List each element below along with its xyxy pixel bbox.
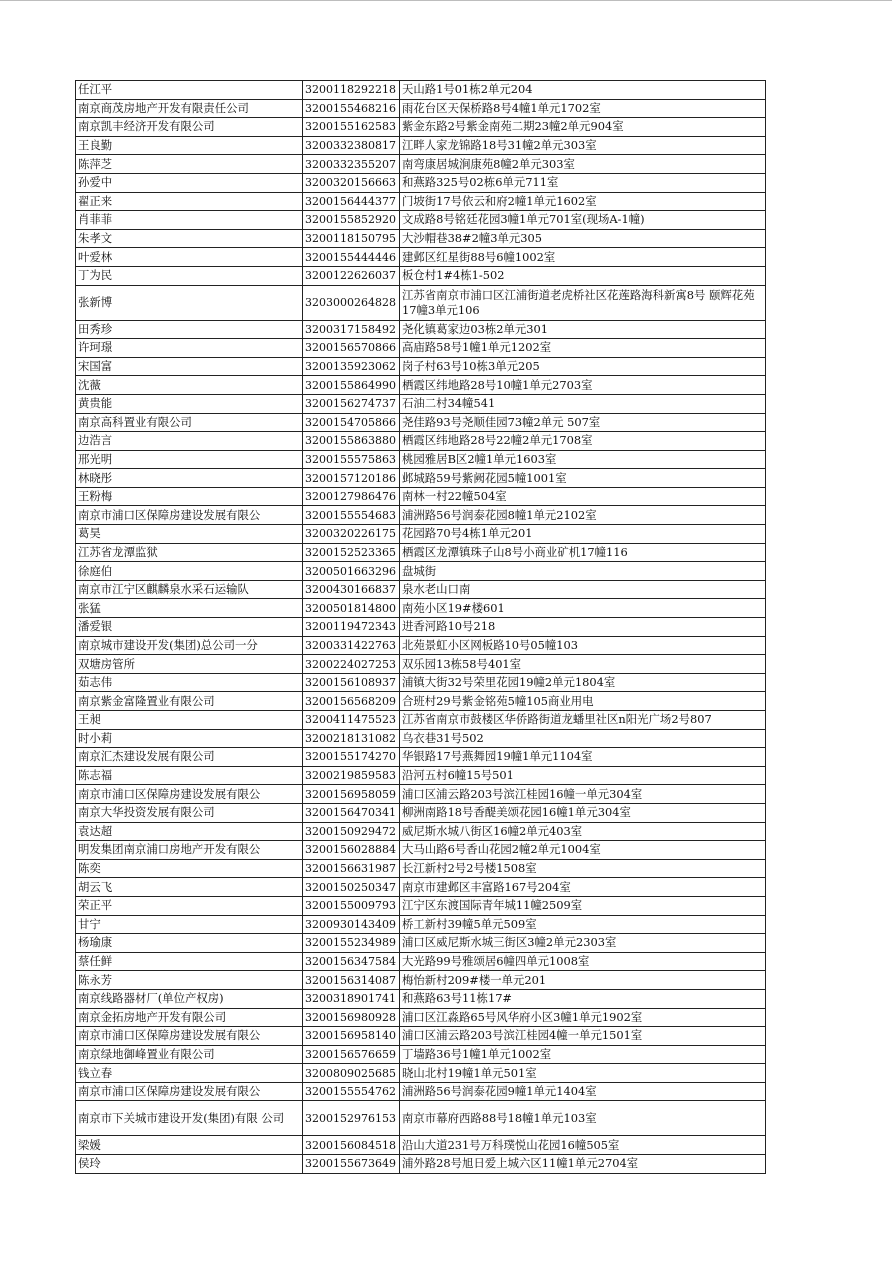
account-number-cell: 3200155162583 xyxy=(303,118,400,137)
account-number-cell: 3200809025685 xyxy=(303,1064,400,1083)
account-name-cell: 沈薇 xyxy=(76,376,303,395)
table-row xyxy=(76,155,766,174)
address-cell: 梅怡新村209#楼一单元201 xyxy=(400,971,766,990)
table-row xyxy=(76,1082,766,1101)
address-cell: 大沙帽巷38#2幢3单元305 xyxy=(400,229,766,248)
table-row xyxy=(76,1008,766,1027)
address-cell: 江苏省南京市鼓楼区华侨路街道龙蟠里社区n阳光广场2号807 xyxy=(400,711,766,730)
account-number-cell: 3200156570866 xyxy=(303,339,400,358)
account-number-cell: 3200430166837 xyxy=(303,580,400,599)
address-cell: 华银路17号燕舞园19幢1单元1104室 xyxy=(400,748,766,767)
account-number-cell: 3200155864990 xyxy=(303,376,400,395)
table-row xyxy=(76,1101,766,1136)
table-row xyxy=(76,339,766,358)
account-number-cell: 3200219859583 xyxy=(303,766,400,785)
account-name-cell: 时小莉 xyxy=(76,729,303,748)
account-name-cell: 田秀珍 xyxy=(76,320,303,339)
account-number-cell: 3200156028884 xyxy=(303,841,400,860)
account-number-cell: 3200122626037 xyxy=(303,266,400,285)
address-cell: 建邺区红星街88号6幢1002室 xyxy=(400,248,766,267)
account-name-cell: 林晓彤 xyxy=(76,469,303,488)
address-cell: 南林一村22幢504室 xyxy=(400,487,766,506)
account-name-cell: 肖菲菲 xyxy=(76,211,303,230)
page-top-border xyxy=(0,0,892,1)
address-cell: 江苏省南京市浦口区江浦街道老虎桥社区花莲路海科新寓8号 颐辉花苑17幢3单元106 xyxy=(400,285,766,320)
address-cell: 浦外路28号旭日爱上城六区11幢1单元2704室 xyxy=(400,1155,766,1174)
address-cell: 沿河五村6幢15号501 xyxy=(400,766,766,785)
account-name-cell: 任江平 xyxy=(76,81,303,100)
account-name-cell: 宋国富 xyxy=(76,357,303,376)
table-row xyxy=(76,211,766,230)
address-cell: 进香河路10号218 xyxy=(400,618,766,637)
account-number-cell: 3200135923062 xyxy=(303,357,400,376)
account-number-cell: 3200156444377 xyxy=(303,192,400,211)
address-cell: 和燕路325号02栋6单元711室 xyxy=(400,173,766,192)
account-number-cell: 3200156084518 xyxy=(303,1136,400,1155)
table-row xyxy=(76,320,766,339)
account-name-cell: 蔡任鲜 xyxy=(76,952,303,971)
account-number-cell: 3200152976153 xyxy=(303,1101,400,1136)
address-cell: 栖霞区纬地路28号22幢2单元1708室 xyxy=(400,432,766,451)
address-cell: 双乐园13栋58号401室 xyxy=(400,655,766,674)
address-cell: 花园路70号4栋1单元201 xyxy=(400,525,766,544)
account-number-cell: 3200155673649 xyxy=(303,1155,400,1174)
address-cell: 晓山北村19幢1单元501室 xyxy=(400,1064,766,1083)
account-number-cell: 3200156980928 xyxy=(303,1008,400,1027)
address-cell: 栖霞区龙潭镇珠子山8号小商业矿机17幢116 xyxy=(400,543,766,562)
address-cell: 桥工新村39幢5单元509室 xyxy=(400,915,766,934)
table-body xyxy=(76,81,766,1174)
table-row xyxy=(76,655,766,674)
table-row xyxy=(76,841,766,860)
table-row xyxy=(76,450,766,469)
account-name-cell: 荣正平 xyxy=(76,896,303,915)
account-name-cell: 孙爱中 xyxy=(76,173,303,192)
account-name-cell: 丁为民 xyxy=(76,266,303,285)
account-name-cell: 茹志伟 xyxy=(76,673,303,692)
table-row xyxy=(76,357,766,376)
table-row xyxy=(76,285,766,320)
address-cell: 柳洲南路18号香醍美颂花园16幢1单元304室 xyxy=(400,803,766,822)
address-cell: 浦口区威尼斯水城三街区3幢2单元2303室 xyxy=(400,934,766,953)
address-cell: 大马山路6号香山花园2幢2单元1004室 xyxy=(400,841,766,860)
table-row xyxy=(76,822,766,841)
table-row xyxy=(76,599,766,618)
account-number-cell: 3200155863880 xyxy=(303,432,400,451)
table-row xyxy=(76,580,766,599)
account-name-cell: 黄贵能 xyxy=(76,394,303,413)
table-row xyxy=(76,136,766,155)
table-row xyxy=(76,413,766,432)
address-cell: 浦口区江淼路65号风华府小区3幢1单元1902室 xyxy=(400,1008,766,1027)
table-row xyxy=(76,748,766,767)
table-row xyxy=(76,562,766,581)
account-number-cell: 3200156958059 xyxy=(303,785,400,804)
account-name-cell: 南京汇杰建设发展有限公司 xyxy=(76,748,303,767)
address-cell: 石油二村34幢541 xyxy=(400,394,766,413)
account-name-cell: 南京绿地御峰置业有限公司 xyxy=(76,1045,303,1064)
account-number-cell: 3200118292218 xyxy=(303,81,400,100)
account-number-cell: 3200157120186 xyxy=(303,469,400,488)
table-row xyxy=(76,989,766,1008)
address-cell: 邺城路59号紫阙花园5幢1001室 xyxy=(400,469,766,488)
address-cell: 合班村29号紫金铭苑5幢105商业用电 xyxy=(400,692,766,711)
account-number-cell: 3200156274737 xyxy=(303,394,400,413)
table-row xyxy=(76,469,766,488)
address-cell: 栖霞区纬地路28号10幢1单元2703室 xyxy=(400,376,766,395)
table-row xyxy=(76,878,766,897)
account-name-cell: 潘爱银 xyxy=(76,618,303,637)
account-name-cell: 钱立春 xyxy=(76,1064,303,1083)
account-number-cell: 3200154705866 xyxy=(303,413,400,432)
account-name-cell: 边浩言 xyxy=(76,432,303,451)
account-name-cell: 梁媛 xyxy=(76,1136,303,1155)
account-number-cell: 3200155444446 xyxy=(303,248,400,267)
address-cell: 江宁区东渡国际青年城11幢2509室 xyxy=(400,896,766,915)
table-row xyxy=(76,229,766,248)
address-cell: 紫金东路2号紫金南苑二期23幢2单元904室 xyxy=(400,118,766,137)
account-number-cell: 3200156108937 xyxy=(303,673,400,692)
address-cell: 岗子村63号10栋3单元205 xyxy=(400,357,766,376)
table-row xyxy=(76,952,766,971)
account-name-cell: 南京市下关城市建设开发(集团)有限 公司 xyxy=(76,1101,303,1136)
table-row xyxy=(76,432,766,451)
table-row xyxy=(76,266,766,285)
account-number-cell: 3200156568209 xyxy=(303,692,400,711)
address-cell: 江畔人家龙锦路18号31幢2单元303室 xyxy=(400,136,766,155)
table-row xyxy=(76,81,766,100)
account-name-cell: 侯玲 xyxy=(76,1155,303,1174)
account-name-cell: 双塘房管所 xyxy=(76,655,303,674)
account-name-cell: 葛昊 xyxy=(76,525,303,544)
table-row xyxy=(76,394,766,413)
table-row xyxy=(76,173,766,192)
account-number-cell: 3200156958140 xyxy=(303,1027,400,1046)
account-number-cell: 3200501814800 xyxy=(303,599,400,618)
address-cell: 门坡街17号依云和府2幢1单元1602室 xyxy=(400,192,766,211)
table-row xyxy=(76,766,766,785)
address-cell: 和燕路63号11栋17# xyxy=(400,989,766,1008)
address-cell: 威尼斯水城八街区16幢2单元403室 xyxy=(400,822,766,841)
account-number-cell: 3200155852920 xyxy=(303,211,400,230)
table-row xyxy=(76,248,766,267)
account-number-cell: 3200320226175 xyxy=(303,525,400,544)
account-name-cell: 南京高科置业有限公司 xyxy=(76,413,303,432)
account-number-cell: 3200150250347 xyxy=(303,878,400,897)
account-number-cell: 3200318901741 xyxy=(303,989,400,1008)
account-name-cell: 南京金拓房地产开发有限公司 xyxy=(76,1008,303,1027)
table-row xyxy=(76,118,766,137)
account-name-cell: 江苏省龙潭监狱 xyxy=(76,543,303,562)
account-name-cell: 南京市浦口区保障房建设发展有限公 xyxy=(76,1082,303,1101)
account-name-cell: 杨瑜康 xyxy=(76,934,303,953)
table-row xyxy=(76,673,766,692)
account-name-cell: 南京大华投资发展有限公司 xyxy=(76,803,303,822)
table-row xyxy=(76,543,766,562)
table-row xyxy=(76,896,766,915)
address-cell: 浦口区浦云路203号滨江桂园4幢一单元1501室 xyxy=(400,1027,766,1046)
account-name-cell: 王粉梅 xyxy=(76,487,303,506)
account-number-cell: 3200411475523 xyxy=(303,711,400,730)
table-row xyxy=(76,711,766,730)
table-row xyxy=(76,1155,766,1174)
address-cell: 尧佳路93号尧顺佳园73幢2单元 507室 xyxy=(400,413,766,432)
address-cell: 长江新村2号2号楼1508室 xyxy=(400,859,766,878)
table-row xyxy=(76,1045,766,1064)
account-number-cell: 3200155554683 xyxy=(303,506,400,525)
account-number-cell: 3200320156663 xyxy=(303,173,400,192)
account-name-cell: 南京凯丰经济开发有限公司 xyxy=(76,118,303,137)
account-name-cell: 南京紫金富隆置业有限公司 xyxy=(76,692,303,711)
account-number-cell: 3200156347584 xyxy=(303,952,400,971)
account-number-cell: 3200150929472 xyxy=(303,822,400,841)
address-cell: 北苑景虹小区网板路10号05幢103 xyxy=(400,636,766,655)
account-name-cell: 胡云飞 xyxy=(76,878,303,897)
account-number-cell: 3200332355207 xyxy=(303,155,400,174)
address-cell: 浦洲路56号润泰花园9幢1单元1404室 xyxy=(400,1082,766,1101)
table-row xyxy=(76,934,766,953)
address-cell: 天山路1号01栋2单元204 xyxy=(400,81,766,100)
account-number-cell: 3200332380817 xyxy=(303,136,400,155)
table-row xyxy=(76,915,766,934)
account-name-cell: 南京市浦口区保障房建设发展有限公 xyxy=(76,1027,303,1046)
account-name-cell: 甘宁 xyxy=(76,915,303,934)
account-name-cell: 陈奕 xyxy=(76,859,303,878)
account-name-cell: 南京线路器材厂(单位产权房) xyxy=(76,989,303,1008)
account-number-cell: 3200155009793 xyxy=(303,896,400,915)
address-cell: 板仓村1#4栋1-502 xyxy=(400,266,766,285)
account-name-cell: 明发集团南京浦口房地产开发有限公 xyxy=(76,841,303,860)
table-row xyxy=(76,506,766,525)
address-cell: 南弯康居城涧康苑8幢2单元303室 xyxy=(400,155,766,174)
table-row xyxy=(76,636,766,655)
address-cell: 尧化镇葛家边03栋2单元301 xyxy=(400,320,766,339)
account-number-cell: 3200152523365 xyxy=(303,543,400,562)
account-number-cell: 3200156631987 xyxy=(303,859,400,878)
address-cell: 桃园雅居B区2幢1单元1603室 xyxy=(400,450,766,469)
address-cell: 丁墙路36号1幢1单元1002室 xyxy=(400,1045,766,1064)
account-name-cell: 翟正来 xyxy=(76,192,303,211)
account-number-cell: 3200156576659 xyxy=(303,1045,400,1064)
account-name-cell: 陈志福 xyxy=(76,766,303,785)
account-table xyxy=(75,80,766,1174)
address-cell: 盘城街 xyxy=(400,562,766,581)
account-name-cell: 许珂璟 xyxy=(76,339,303,358)
table-row xyxy=(76,99,766,118)
account-number-cell: 3200224027253 xyxy=(303,655,400,674)
address-cell: 文成路8号铭廷花园3幢1单元701室(现场A-1幢) xyxy=(400,211,766,230)
account-sheet xyxy=(75,80,766,1174)
account-number-cell: 3200118150795 xyxy=(303,229,400,248)
account-name-cell: 张新博 xyxy=(76,285,303,320)
table-row xyxy=(76,803,766,822)
table-row xyxy=(76,1027,766,1046)
account-name-cell: 徐庭伯 xyxy=(76,562,303,581)
address-cell: 南京市建邺区丰富路167号204室 xyxy=(400,878,766,897)
account-number-cell: 3200218131082 xyxy=(303,729,400,748)
account-number-cell: 3200155575863 xyxy=(303,450,400,469)
account-name-cell: 南京市江宁区麒麟泉水采石运输队 xyxy=(76,580,303,599)
account-number-cell: 3200501663296 xyxy=(303,562,400,581)
account-name-cell: 南京市浦口区保障房建设发展有限公 xyxy=(76,785,303,804)
account-number-cell: 3200155234989 xyxy=(303,934,400,953)
account-name-cell: 王昶 xyxy=(76,711,303,730)
account-number-cell: 3200317158492 xyxy=(303,320,400,339)
table-row xyxy=(76,859,766,878)
table-row xyxy=(76,192,766,211)
address-cell: 沿山大道231号万科璞悦山花园16幢505室 xyxy=(400,1136,766,1155)
table-row xyxy=(76,729,766,748)
account-number-cell: 3200155554762 xyxy=(303,1082,400,1101)
account-name-cell: 袁达超 xyxy=(76,822,303,841)
address-cell: 南苑小区19#楼601 xyxy=(400,599,766,618)
account-name-cell: 邢光明 xyxy=(76,450,303,469)
account-number-cell: 3200155174270 xyxy=(303,748,400,767)
address-cell: 雨花台区天保桥路8号4幢1单元1702室 xyxy=(400,99,766,118)
account-name-cell: 朱孝文 xyxy=(76,229,303,248)
account-name-cell: 南京城市建设开发(集团)总公司一分 xyxy=(76,636,303,655)
account-number-cell: 3200155468216 xyxy=(303,99,400,118)
account-name-cell: 南京商茂房地产开发有限责任公司 xyxy=(76,99,303,118)
table-row xyxy=(76,785,766,804)
account-name-cell: 王良勤 xyxy=(76,136,303,155)
account-number-cell: 3200331422763 xyxy=(303,636,400,655)
address-cell: 南京市幕府西路88号18幢1单元103室 xyxy=(400,1101,766,1136)
account-name-cell: 张猛 xyxy=(76,599,303,618)
account-number-cell: 3200127986476 xyxy=(303,487,400,506)
table-row xyxy=(76,487,766,506)
account-number-cell: 3200156314087 xyxy=(303,971,400,990)
table-row xyxy=(76,971,766,990)
address-cell: 浦洲路56号润泰花园8幢1单元2102室 xyxy=(400,506,766,525)
account-name-cell: 南京市浦口区保障房建设发展有限公 xyxy=(76,506,303,525)
account-number-cell: 3200930143409 xyxy=(303,915,400,934)
table-row xyxy=(76,1064,766,1083)
address-cell: 浦口区浦云路203号滨江桂园16幢一单元304室 xyxy=(400,785,766,804)
address-cell: 乌衣巷31号502 xyxy=(400,729,766,748)
table-row xyxy=(76,525,766,544)
table-row xyxy=(76,618,766,637)
table-row xyxy=(76,1136,766,1155)
address-cell: 浦镇大街32号荣里花园19幢2单元1804室 xyxy=(400,673,766,692)
table-row xyxy=(76,692,766,711)
table-row xyxy=(76,376,766,395)
address-cell: 大光路99号雅颂居6幢四单元1008室 xyxy=(400,952,766,971)
account-number-cell: 3200156470341 xyxy=(303,803,400,822)
account-number-cell: 3200119472343 xyxy=(303,618,400,637)
account-number-cell: 3203000264828 xyxy=(303,285,400,320)
account-name-cell: 叶爱林 xyxy=(76,248,303,267)
account-name-cell: 陈萍芝 xyxy=(76,155,303,174)
account-name-cell: 陈永芳 xyxy=(76,971,303,990)
address-cell: 高庙路58号1幢1单元1202室 xyxy=(400,339,766,358)
address-cell: 泉水老山口南 xyxy=(400,580,766,599)
